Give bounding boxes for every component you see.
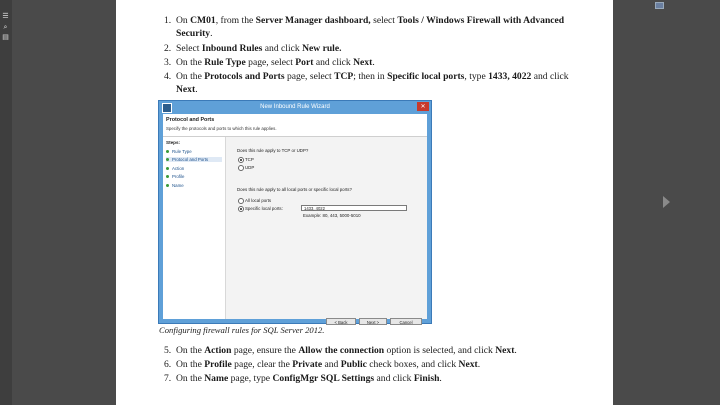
header-title: Protocol and Ports (166, 117, 215, 123)
figure-caption: Configuring firewall rules for SQL Server 2012. (159, 325, 325, 335)
dialog-body (163, 114, 427, 325)
step-number: 1. (164, 15, 172, 26)
tcp-label: TCP (245, 157, 254, 162)
back-button: < Back (326, 318, 356, 325)
ports-field: 1433, 4022 (301, 205, 407, 211)
step-text: On the Action page, ensure the Allow the connection option is selected, and click Next. (176, 345, 517, 356)
viewer-left-toolbar (0, 0, 12, 405)
step-number: 3. (164, 57, 172, 68)
step-number: 6. (164, 359, 172, 370)
specific-ports-radio (238, 206, 244, 212)
wizard-content (226, 137, 427, 325)
step-bullet-icon (166, 150, 169, 153)
step-text: On the Rule Type page, select Port and click Next. (176, 57, 375, 68)
step-number: 5. (164, 345, 172, 356)
step-bullet-icon (166, 184, 169, 187)
close-icon: ✕ (417, 102, 429, 111)
all-ports-radio (238, 198, 244, 204)
step-number: 7. (164, 373, 172, 384)
wizard-step-action: Action (166, 166, 184, 171)
step-bullet-icon (166, 167, 169, 170)
ports-question: Does this rule apply to all local ports or specific local ports? (237, 187, 352, 192)
wizard-steps-pane (163, 137, 226, 319)
fullscreen-icon[interactable] (655, 2, 664, 9)
step-number: 4. (164, 71, 172, 82)
steps-label: Steps: (166, 140, 181, 145)
udp-radio (238, 165, 244, 171)
tcp-radio (238, 157, 244, 163)
wizard-step-profile: Profile (166, 174, 184, 179)
udp-label: UDP (245, 165, 255, 170)
ports-example: Example: 80, 443, 5000-5010 (303, 213, 361, 218)
wizard-step-name: Name (166, 183, 184, 188)
search-icon[interactable]: ⌕ (3, 23, 8, 31)
next-page-arrow-icon[interactable] (663, 196, 670, 208)
all-ports-label: All local ports (245, 198, 272, 203)
dialog-title: New Inbound Rule Wizard (260, 104, 330, 110)
step-bullet-icon (166, 175, 169, 178)
wizard-step-protocol-and-ports: Protocol and Ports (166, 157, 222, 162)
header-subtitle: Specify the protocols and ports to which this rule applies. (166, 126, 277, 131)
step-bullet-icon (166, 158, 169, 161)
specific-ports-label: Specific local ports: (245, 206, 283, 211)
cancel-button: Cancel (390, 318, 422, 325)
next-button: Next > (359, 318, 387, 325)
step-number: 2. (164, 43, 172, 54)
document-icon[interactable]: ▤ (2, 33, 9, 41)
protocol-question: Does this rule apply to TCP or UDP? (237, 148, 309, 153)
wizard-step-rule-type: Rule Type (166, 149, 192, 154)
step-text: On the Name page, type ConfigMgr SQL Settings and click Finish. (176, 373, 442, 384)
menu-icon[interactable]: ☰ (2, 12, 9, 20)
dialog-header (163, 114, 427, 137)
step-text: On CM01, from the Server Manager dashboard, select Tools / Windows Firewall with Advanced Security. (176, 15, 565, 39)
step-text: On the Profile page, clear the Private and Public check boxes, and click Next. (176, 359, 481, 370)
new-inbound-rule-wizard-screenshot (158, 100, 432, 324)
step-text: Select Inbound Rules and click New rule. (176, 43, 342, 54)
step-text: On the Protocols and Ports page, select TCP; then in Specific local ports, type 1433, 4022 and click Next. (176, 71, 569, 95)
